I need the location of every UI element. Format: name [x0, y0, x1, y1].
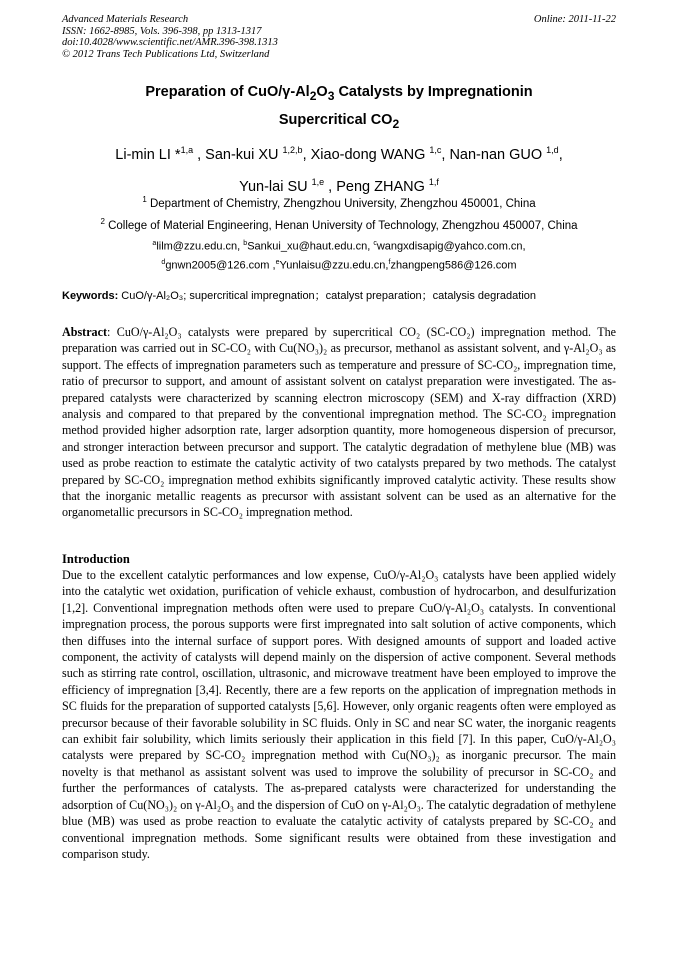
author-line-1	[62, 137, 616, 169]
online-date: Online: 2011-11-22	[533, 14, 616, 25]
journal-header	[62, 14, 616, 60]
paper-title	[62, 80, 616, 136]
keywords-text: CuO/γ-Al₂O₃; supercritical impregnation；catalyst preparation；catalysis degradation	[118, 290, 537, 302]
author: Peng ZHANG $^{1,f}$	[336, 176, 439, 195]
introduction-text: Due to the excellent catalytic performances and low expense, CuO/γ-Al₂O₃ catalysts have been applied widely into the catalytic wet oxidation, purification of vehicle exhaust, combustion of hydrocarbon, and desulfurization [1,2]. Conventional impregnation methods often were used to prepare CuO/γ-Al₂O₃ catalysts. In conventional impregnation process, the porous supports were first impregnated into salt solution of active components, which then diffuses into the internal surface of support pores. With designed amounts of support and loaded active component, the activity of catalysts will depend mainly on the dispersion of active component. Several methods such as stirring rate control, oscillation, ultrasonic, and microwave treatment have been employed to improve the efficiency of impregnation [3,4]. Recently, there are a few reports on the application of impregnation methods in SC fluids for the preparation of supported catalysts [5,6]. However, only organic reagents often were employed as precursor because of their favorable solubility in SC fluids. Only in SC and near SC water, the inorganic reagents can exhibit fair solubility, which limits seriously their application in this field [7]. In this paper, CuO/γ-Al₂O₃ catalysts were prepared by SC-CO₂ impregnation method with Cu(NO₃)₂ as inorganic precursor. The main novelty is that methanol as assistant solvent was used to improve the solubility of precursor in SC-CO₂ and further the performances of catalysts. The as-prepared catalysts were characterized for understanding the adsorption of Cu(NO₃)₂ on γ-Al₂O₃ and the dispersion of CuO on γ-Al₂O₃. The catalytic degradation of methylene blue (MB) was used as probe reaction to evaluate the catalytic activity of catalysts prepared by SC-CO₂ and conventional impregnation methods. Some significant results were obtained from these investigation and comparison study.	[62, 568, 616, 861]
section-heading-introduction: Introduction	[62, 552, 130, 566]
issn-line: ISSN: 1662-8985, Vols. 396-398, pp 1313-1317	[62, 25, 262, 37]
email: gnwn2005@126.com ,	[165, 259, 276, 272]
keywords	[62, 289, 622, 303]
title-line-2: Supercritical $CO_2$	[278, 111, 400, 131]
author-list	[62, 137, 616, 201]
email: Sankui_xu@haut.edu.cn,	[247, 240, 374, 253]
keywords-label: Keywords:	[62, 290, 119, 302]
author: San-kui XU $^{1,2,b}$,	[205, 145, 311, 163]
abstract-text: : CuO/γ-Al₂O₃ catalysts were prepared by supercritical CO₂ (SC-CO₂) impregnation method. The preparation was carried out in SC-CO₂ with Cu(NO₃)₂ as precursor, methanol as assistant solvent, and γ-Al₂O₃ as support. The effects of impregnation parameters such as temperature and pressure of SC-CO₂, impregnation time, ratio of precursor to support, and amount of assistant solvent on catalyst preparation were investigated. The as-prepared catalysts were characterized by scanning electron microscopy (SEM) and X-ray diffraction (XRD) analysis and compared to that prepared by the conventional impregnation method. The SC-CO₂ impregnation method provided higher adsorption rate, larger adsorption quantity, more homogeneous dispersion of precursor, and stronger interaction between precursor and support. The catalytic degradation of methylene blue (MB) was used as probe reaction to estimate the catalytic activity of two catalysts prepared by two methods. The catalyst prepared by SC-CO₂ impregnation method exhibits significantly improved catalytic activity. These results show that the inorganic metallic reagents as precursor with assistant solvent can be used as an alternative for the organometallic precursors in SC-CO₂ impregnation method.	[62, 325, 616, 520]
author: Nan-nan GUO $^{1,d}$,	[449, 145, 563, 163]
email-line-1: $^a$lilm@zzu.edu.cn, $^b$Sankui_xu@haut.edu.cn, $^c$wangxdisapig@yahco.com.cn,	[152, 240, 526, 253]
copyright-line: © 2012 Trans Tech Publications Ltd, Switzerland	[62, 48, 270, 60]
journal-name: Advanced Materials Research	[62, 14, 189, 25]
email-list	[62, 236, 616, 273]
affiliation-1: $^1$ Department of Chemistry, Zhengzhou University, Zhengzhou 450001, China	[142, 195, 536, 210]
abstract-label: Abstract	[62, 325, 108, 339]
email: wangxdisapig@yahco.com.cn,	[376, 240, 526, 253]
email-line-2: $^d$gnwn2005@126.com ,$^e$Yunlaisu@zzu.edu.cn,$^f$zhangpeng586@126.com	[161, 258, 517, 272]
title-line-1: Preparation of CuO/$\gamma-Al_2O_3$ Catalysts by Impregnationin	[145, 84, 533, 103]
author: Yun-lai SU $^{1,e}$ ,	[239, 176, 337, 195]
author: Xiao-dong WANG $^{1,c}$,	[310, 145, 450, 163]
abstract	[62, 324, 616, 521]
affiliation-2: $^2$ College of Material Engineering, Henan University of Technology, Zhengzhou 450007, China	[100, 217, 578, 232]
email: lilm@zzu.edu.cn,	[156, 240, 244, 253]
author: Li-min LI *$^{1,a}$ ,	[115, 145, 206, 163]
email: Yunlaisu@zzu.edu.cn,	[279, 259, 389, 272]
doi-line: doi:10.4028/www.scientific.net/AMR.396-398.1313	[62, 37, 278, 48]
email: zhangpeng586@126.com	[390, 259, 517, 272]
